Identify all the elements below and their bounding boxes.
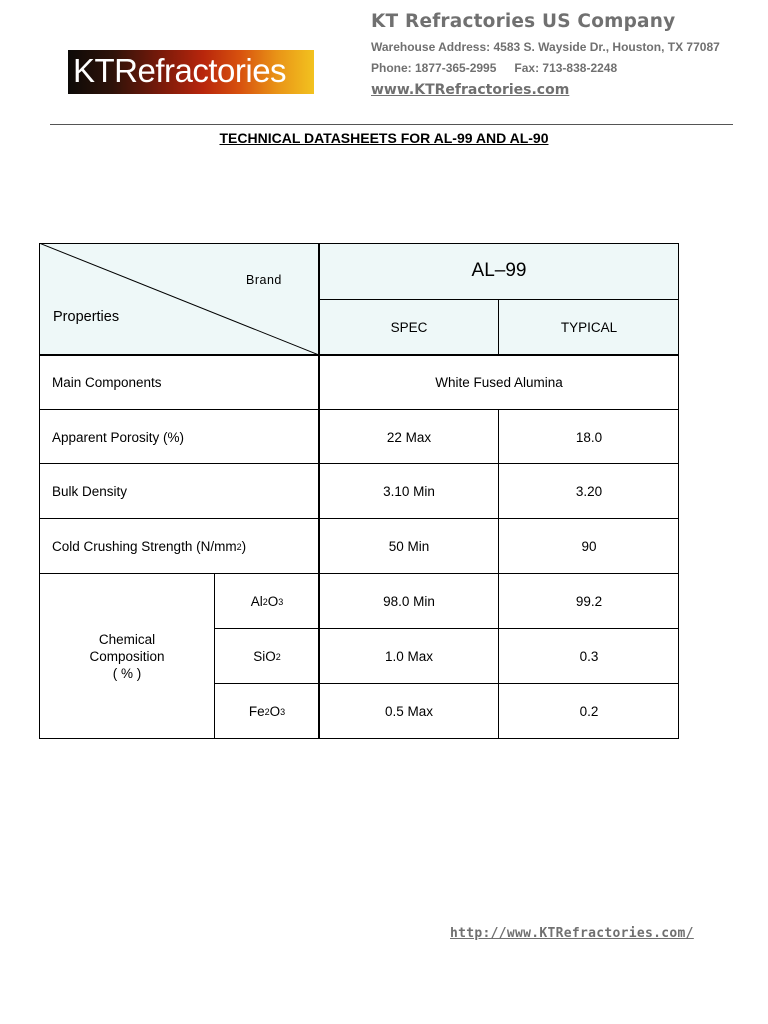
header-divider — [50, 124, 733, 125]
grid-line — [39, 518, 679, 519]
footer-url-link[interactable]: http://www.KTRefractories.com/ — [450, 926, 694, 941]
header-diagonal-line — [39, 243, 319, 355]
grid-line — [498, 299, 499, 355]
al2o3-label — [215, 574, 319, 629]
properties-label: Properties — [53, 309, 120, 325]
warehouse-address: Warehouse Address: 4583 S. Wayside Dr., Houston, TX 77087 — [371, 40, 720, 54]
main-components-value: White Fused Alumina — [435, 375, 563, 390]
strength-typical: 90 — [581, 539, 597, 554]
contact-line — [371, 61, 617, 75]
fe2o3-n1: 2 — [264, 706, 270, 717]
fe2o3-typical: 0.2 — [579, 704, 599, 719]
company-logo — [68, 50, 314, 94]
fe2o3-n2: 3 — [280, 706, 286, 717]
datasheet-table — [39, 243, 679, 739]
fe2o3-label — [215, 684, 319, 739]
density-typical: 3.20 — [575, 484, 603, 499]
al2o3-typical: 99.2 — [575, 594, 603, 609]
spec-column-header: SPEC — [319, 299, 499, 355]
grid-line — [319, 299, 679, 300]
grid-line — [215, 683, 679, 684]
fax-number: Fax: 713-838-2248 — [514, 61, 618, 75]
brand-properties-header — [39, 243, 319, 355]
density-spec: 3.10 Min — [383, 484, 435, 499]
fe2o3-el2: O — [269, 704, 281, 719]
grid-line — [39, 573, 679, 574]
grid-line — [39, 409, 679, 410]
porosity-label: Apparent Porosity (%) — [52, 429, 185, 445]
strength-label-text: Cold Crushing Strength (N/mm — [52, 539, 237, 554]
porosity-typical: 18.0 — [575, 429, 603, 445]
chemical-composition-label: Chemical Composition ( % ) — [89, 632, 165, 681]
product-name: AL–99 — [319, 243, 679, 299]
logo-text: KTRefractories — [73, 52, 287, 89]
grid-line — [39, 463, 679, 464]
sio2-spec: 1.0 Max — [384, 649, 434, 664]
al2o3-spec: 98.0 Min — [383, 594, 435, 609]
sio2-el1: SiO — [253, 649, 276, 664]
al2o3-n1: 2 — [262, 596, 268, 607]
grid-line — [214, 574, 215, 739]
al2o3-el2: O — [267, 594, 279, 609]
brand-label: Brand — [246, 273, 282, 287]
typical-column-header: TYPICAL — [499, 299, 679, 355]
al2o3-n2: 3 — [278, 596, 284, 607]
grid-line — [39, 354, 679, 356]
fe2o3-el1: Fe — [248, 704, 265, 719]
strength-label-close: ) — [241, 539, 247, 554]
company-name: KT Refractories US Company — [371, 11, 676, 32]
grid-line — [498, 410, 499, 739]
fe2o3-spec: 0.5 Max — [384, 704, 434, 719]
grid-line — [318, 243, 320, 739]
website-link[interactable]: www.KTRefractories.com — [371, 82, 570, 98]
strength-unit-exponent: 2 — [236, 541, 242, 552]
strength-label — [39, 519, 319, 574]
document-title: TECHNICAL DATASHEETS FOR AL-99 AND AL-90 — [219, 130, 549, 146]
porosity-spec: 22 Max — [386, 429, 432, 445]
main-components-label: Main Components — [52, 375, 162, 390]
grid-line — [215, 628, 679, 629]
al2o3-el1: Al — [250, 594, 263, 609]
phone-number: Phone: 1877-365-2995 — [371, 61, 497, 75]
strength-spec: 50 Min — [388, 539, 430, 554]
sio2-n1: 2 — [275, 651, 281, 662]
density-label: Bulk Density — [52, 484, 128, 499]
sio2-typical: 0.3 — [579, 649, 599, 664]
sio2-label — [215, 629, 319, 684]
